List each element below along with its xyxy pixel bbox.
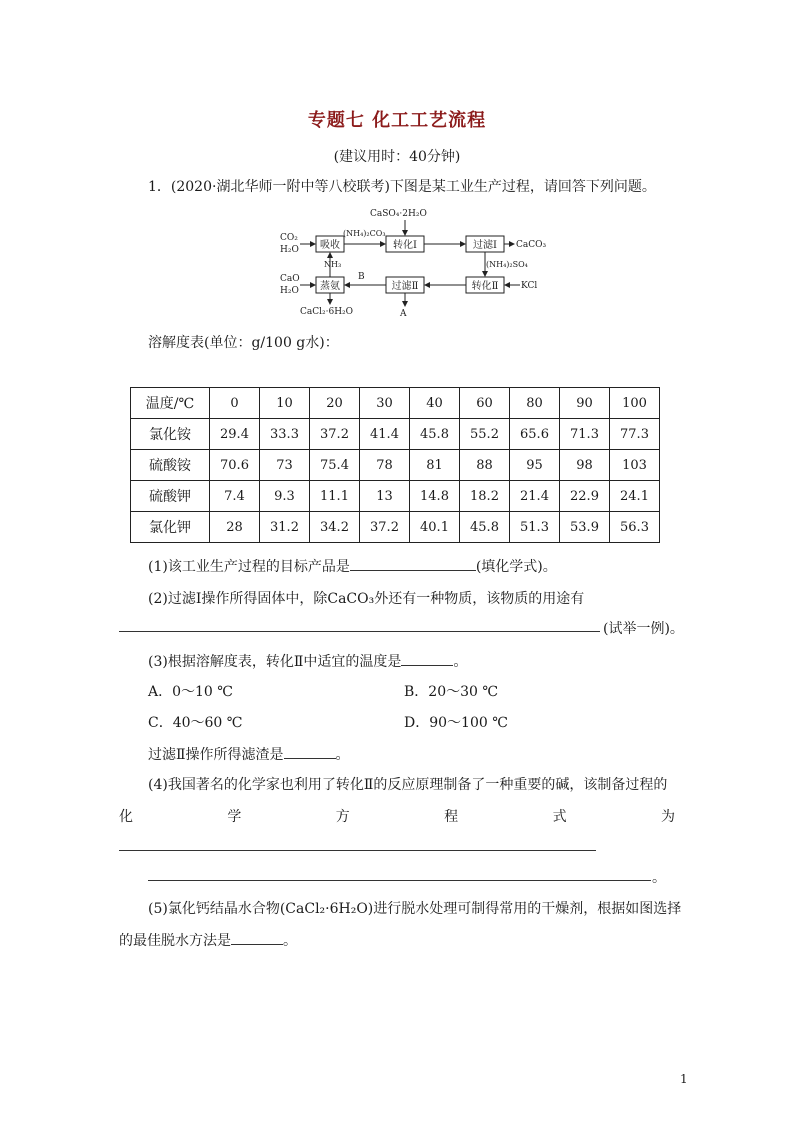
spread-char: 化 — [119, 809, 133, 825]
table-cell: 100 — [610, 388, 660, 419]
table-cell: 40.1 — [410, 512, 460, 543]
table-cell: 0 — [210, 388, 260, 419]
table-cell: 40 — [410, 388, 460, 419]
answer-blank-5[interactable] — [231, 930, 283, 945]
solubility-table — [130, 387, 660, 543]
option-b[interactable]: B．20～30 ℃ — [404, 684, 499, 700]
table-cell: 51.3 — [510, 512, 560, 543]
table-row — [131, 481, 660, 512]
spread-line — [119, 806, 675, 826]
sub-question-2: (2)过滤Ⅰ操作所得固体中，除CaCO₃外还有一种物质，该物质的用途有 — [148, 591, 585, 607]
table-cell: 95 — [510, 450, 560, 481]
table-cell: 98 — [560, 450, 610, 481]
table-cell: 30 — [360, 388, 410, 419]
table-cell: 71.3 — [560, 419, 610, 450]
sub-question-3 — [148, 651, 467, 671]
sub-question-5-line2 — [119, 930, 297, 950]
caco3-output: CaCO₃ — [516, 240, 547, 250]
filter-1-box: 过滤Ⅰ — [473, 240, 497, 251]
spread-char: 学 — [227, 809, 242, 825]
absorb-box: 吸收 — [320, 240, 340, 251]
filter-residue-question — [148, 744, 350, 764]
table-header-label: 温度/℃ — [131, 388, 210, 419]
cacl2-output: CaCl₂·6H₂O — [300, 307, 354, 317]
h2o-input-bottom: H₂O — [280, 286, 299, 296]
sub-question-1 — [148, 556, 557, 576]
table-cell: 33.3 — [260, 419, 310, 450]
table-cell: 13 — [360, 481, 410, 512]
table-cell: 20 — [310, 388, 360, 419]
solubility-caption: 溶解度表(单位：g/100 g水)： — [148, 335, 339, 351]
table-cell: 75.4 — [310, 450, 360, 481]
answer-blank-3[interactable] — [401, 651, 453, 666]
sub-question-3-end: 。 — [453, 654, 468, 670]
table-cell: 37.2 — [310, 419, 360, 450]
table-cell: 34.2 — [310, 512, 360, 543]
table-cell: 21.4 — [510, 481, 560, 512]
table-row — [131, 450, 660, 481]
table-cell: 41.4 — [360, 419, 410, 450]
sub-question-3-text: (3)根据溶解度表，转化Ⅱ中适宜的温度是 — [148, 654, 402, 670]
table-cell: 73 — [260, 450, 310, 481]
table-cell: 45.8 — [460, 512, 510, 543]
page-number: 1 — [680, 1072, 688, 1086]
sub-question-1-text: (1)该工业生产过程的目标产品是 — [148, 559, 350, 575]
table-cell: 28 — [210, 512, 260, 543]
nh3-label: NH₃ — [324, 260, 342, 269]
sub-question-2-suffix: (试举一例)。 — [603, 621, 684, 637]
h2o-input-top: H₂O — [280, 245, 299, 255]
table-cell: 103 — [610, 450, 660, 481]
table-cell: 70.6 — [210, 450, 260, 481]
row-label: 硫酸铵 — [131, 450, 210, 481]
table-cell: 31.2 — [260, 512, 310, 543]
table-cell: 81 — [410, 450, 460, 481]
table-cell: 9.3 — [260, 481, 310, 512]
table-cell: 18.2 — [460, 481, 510, 512]
co2-input: CO₂ — [280, 233, 298, 243]
table-cell: 14.8 — [410, 481, 460, 512]
answer-blank-2[interactable] — [119, 631, 600, 632]
answer-blank-4a[interactable] — [119, 850, 596, 851]
table-cell: 37.2 — [360, 512, 410, 543]
table-cell: 78 — [360, 450, 410, 481]
table-cell: 11.1 — [310, 481, 360, 512]
sub-question-4: (4)我国著名的化学家也利用了转化Ⅱ的反应原理制备了一种重要的碱，该制备过程的 — [148, 777, 668, 793]
spread-char: 式 — [552, 809, 567, 825]
filter-residue-text: 过滤Ⅱ操作所得滤渣是 — [148, 747, 284, 763]
table-cell: 55.2 — [460, 419, 510, 450]
table-row — [131, 419, 660, 450]
table-cell: 77.3 — [610, 419, 660, 450]
table-cell: 56.3 — [610, 512, 660, 543]
option-a[interactable]: A．0～10 ℃ — [148, 684, 233, 700]
nh4so4-label: (NH₄)₂SO₄ — [486, 260, 528, 269]
a-output: A — [400, 309, 407, 319]
table-cell: 10 — [260, 388, 310, 419]
b-label: B — [358, 272, 365, 282]
suggested-time: (建议用时：40分钟) — [333, 149, 461, 165]
filter-2-box: 过滤Ⅱ — [391, 281, 419, 292]
table-cell: 45.8 — [410, 419, 460, 450]
table-cell: 80 — [510, 388, 560, 419]
process-flow-diagram — [270, 200, 560, 325]
answer-blank-4b[interactable] — [148, 880, 651, 881]
sub-question-5-text: 的最佳脱水方法是 — [119, 933, 231, 949]
table-cell: 60 — [460, 388, 510, 419]
convert-1-box: 转化Ⅰ — [393, 240, 417, 251]
table-cell: 53.9 — [560, 512, 610, 543]
page-title: 专题七 化工工艺流程 — [307, 110, 487, 131]
filter-residue-end: 。 — [335, 747, 350, 763]
spread-char: 程 — [444, 809, 459, 825]
row-label: 氯化铵 — [131, 419, 210, 450]
cao-input: CaO — [280, 274, 300, 284]
answer-blank-residue[interactable] — [284, 744, 336, 759]
sub-question-4-end: 。 — [652, 870, 666, 886]
sub-question-5-end: 。 — [283, 933, 297, 949]
distill-ammonia-box: 蒸氨 — [320, 281, 340, 292]
option-c[interactable]: C．40～60 ℃ — [148, 715, 243, 731]
spread-char: 为 — [660, 809, 675, 825]
spread-char: 方 — [335, 809, 350, 825]
nh4co3-label: (NH₄)₂CO₃ — [343, 229, 386, 238]
table-cell: 88 — [460, 450, 510, 481]
option-d[interactable]: D．90～100 ℃ — [404, 715, 508, 731]
table-cell: 22.9 — [560, 481, 610, 512]
sub-question-1-suffix: (填化学式)。 — [475, 559, 557, 575]
table-cell: 7.4 — [210, 481, 260, 512]
table-cell: 65.6 — [510, 419, 560, 450]
caso4-label: CaSO₄·2H₂O — [370, 209, 427, 219]
question-1-intro: 1．(2020·湖北华师一附中等八校联考)下图是某工业生产过程，请回答下列问题。 — [148, 179, 656, 195]
table-row — [131, 512, 660, 543]
row-label: 硫酸钾 — [131, 481, 210, 512]
kcl-input: KCl — [521, 281, 538, 291]
table-cell: 24.1 — [610, 481, 660, 512]
row-label: 氯化钾 — [131, 512, 210, 543]
table-cell: 90 — [560, 388, 610, 419]
table-header-row — [131, 388, 660, 419]
sub-question-5: (5)氯化钙结晶水合物(CaCl₂·6H₂O)进行脱水处理可制得常用的干燥剂，根据如图选择 — [148, 901, 682, 917]
answer-blank-1[interactable] — [350, 556, 476, 571]
table-cell: 29.4 — [210, 419, 260, 450]
convert-2-box: 转化Ⅱ — [471, 281, 499, 292]
